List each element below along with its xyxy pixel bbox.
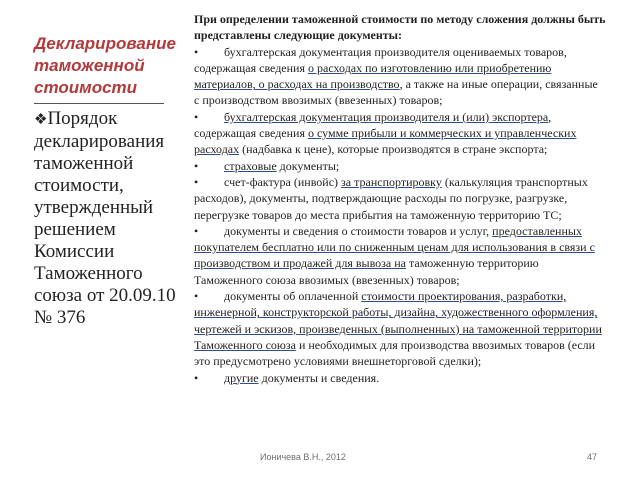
underlined-phrase: за транспортировку [341,174,442,189]
left-bullet-text [34,108,184,329]
list-item [194,44,606,109]
title-underline [34,103,164,104]
left-bullet-label: Порядок декларирования таможенной стоимости, утвержденный решением Комиссии Таможенного союза от 20.09.10 № 376 [34,108,176,328]
list-item [194,370,606,386]
list-item [194,109,606,158]
bullet-dot-icon: • [194,158,199,173]
underlined-phrase: страховые [224,158,277,173]
item-text: (калькуляция транспортных расходов), документы, подтверждающие расходы по погрузке, разгрузке, перегрузке товаров до места прибытия на таможенную территорию ТС; [194,174,588,222]
bullet-dot-icon: • [194,44,199,59]
documents-list [194,44,606,386]
underlined-phrase: стоимости проектирования, разработки, инженерной, конструкторской работы, дизайна, художественного оформления, чертежей и эскизов, произведенных (выполненных) на таможенной территории Таможенного союза [194,289,602,352]
underlined-phrase: другие [224,370,259,385]
item-text: , а также на иные операции, связанные с производством ввозимых (ввезенных) товаров; [194,77,598,108]
list-item [194,223,606,288]
item-text: документы и сведения о стоимости товаров и услуг, [224,223,493,238]
underlined-phrase: о расходах по изготовлению или приобретению материалов, о расходах на производство [194,60,552,92]
list-item [194,288,606,369]
bullet-dot-icon: • [194,174,199,189]
item-text: (надбавка к цене), которые производятся в стране экспорта; [239,142,548,157]
item-text: документы об оплаченной [224,289,362,304]
bullet-dot-icon: • [194,370,199,385]
footer-author: Ионичева В.Н., 2012 [260,452,346,462]
underlined-phrase: о сумме прибыли и коммерческих и управленческих расходах [194,126,577,157]
item-text: таможенную территорию Таможенного союза ввозимых (ввезенных) товаров; [194,256,539,287]
bullet-dot-icon: • [194,223,199,238]
slide-title: Декларирование таможенной стоимости [34,34,176,97]
item-text: документы; [276,158,340,173]
documents-intro: При определении таможенной стоимости по методу сложения должны быть представлены следующие документы: [194,12,606,43]
item-text: документы и сведения. [258,370,380,385]
item-text: , содержащая сведения [194,109,552,141]
arrow-bullet-icon: ❖ [34,112,48,128]
item-text: бухгалтерская документация производителя оцениваемых товаров, содержащая сведения [194,44,567,75]
item-text: и необходимых для производства ввозимых товаров (если это предусмотрено условиями внешнеторговой сделки); [194,337,596,369]
item-text: счет-фактура (инвойс) [224,174,342,189]
bullet-dot-icon: • [194,109,199,124]
documents-list-block [194,11,606,386]
underlined-phrase: предоставленных покупателем бесплатно или по сниженным ценам для использования в связи с производством и продажей для вывоза на [194,223,595,271]
list-item [194,158,606,174]
underlined-phrase: бухгалтерская документация производителя и (или) экспортера [224,109,549,124]
list-item [194,174,606,223]
page-number: 47 [587,452,598,462]
bullet-dot-icon: • [194,289,199,304]
